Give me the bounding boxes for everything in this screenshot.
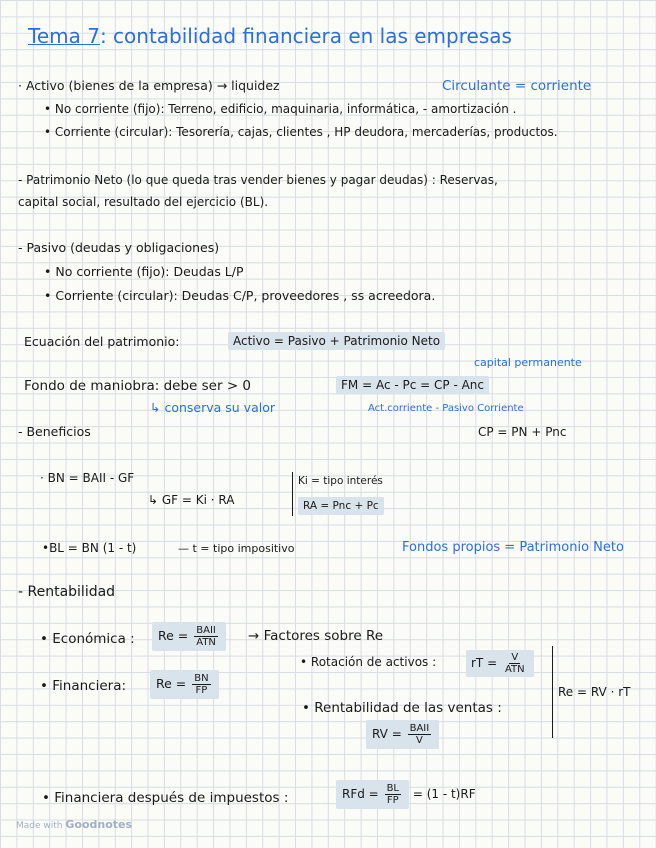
capital-permanente-note: capital permanente bbox=[474, 356, 582, 369]
patrimonio-line-2: capital social, resultado del ejercicio (BL). bbox=[18, 195, 269, 209]
goodnotes-watermark: Made with Goodnotes bbox=[16, 818, 133, 831]
fondos-propios-note: Fondos propios = Patrimonio Neto bbox=[402, 540, 624, 555]
activo-corriente: • Corriente (circular): Tesorería, cajas, clientes , HP deudora, mercaderías, productos. bbox=[44, 125, 558, 139]
conserva-valor-note: ↳ conserva su valor bbox=[150, 400, 275, 415]
bn-formula: · BN = BAII - GF bbox=[40, 471, 135, 485]
rotacion-formula: rT = $\frac{V}{\text{ATN}}$ bbox=[466, 650, 534, 677]
fondo-label: Fondo de maniobra: debe ser > 0 bbox=[24, 378, 252, 394]
ratios-brace bbox=[552, 646, 553, 738]
gf-formula: ↳ GF = Ki · RA bbox=[148, 493, 235, 507]
page-title: Tema 7: contabilidad financiera en las empresas bbox=[28, 24, 512, 48]
pasivo-corriente: • Corriente (circular): Deudas C/P, proveedores , ss acreedora. bbox=[44, 288, 436, 303]
tipo-impositivo-note: — t = tipo impositivo bbox=[178, 542, 295, 555]
rotacion-label: • Rotación de activos : bbox=[300, 655, 437, 669]
activo-no-corriente: • No corriente (fijo): Terreno, edificio, maquinaria, informática, - amortización . bbox=[44, 102, 517, 116]
rv-formula: RV = $\frac{\text{BAII}}{V}$ bbox=[366, 720, 439, 749]
financiera-formula: Re = $\frac{BN}{FP}$ bbox=[150, 670, 219, 699]
financiera-label: • Financiera: bbox=[40, 678, 127, 694]
economica-label: • Económica : bbox=[40, 631, 135, 647]
ki-ra-brace bbox=[292, 472, 293, 516]
activo-heading: · Activo (bienes de la empresa) → liquidez bbox=[18, 78, 280, 93]
activo-pasivo-corriente-note: Act.corriente - Pasivo Corriente bbox=[368, 403, 524, 414]
financiera-impuestos-label: • Financiera después de impuestos : bbox=[42, 790, 289, 806]
pasivo-no-corriente: • No corriente (fijo): Deudas L/P bbox=[44, 264, 244, 279]
ki-note: Ki = tipo interés bbox=[298, 475, 383, 487]
economica-formula: Re = $\frac{\text{BAII}}{\text{ATN}}$ bbox=[152, 622, 226, 651]
ra-note: RA = Pnc + Pc bbox=[298, 497, 384, 515]
rentabilidad-heading: - Rentabilidad bbox=[18, 584, 116, 600]
bl-formula: •BL = BN (1 - t) bbox=[42, 541, 137, 555]
pasivo-heading: - Pasivo (deudas y obligaciones) bbox=[18, 240, 220, 255]
patrimonio-line-1: - Patrimonio Neto (lo que queda tras vender bienes y pagar deudas) : Reservas, bbox=[18, 173, 498, 187]
fondo-formula: FM = Ac - Pc = CP - Anc bbox=[336, 376, 489, 394]
circulante-note: Circulante = corriente bbox=[442, 78, 592, 94]
cp-formula: CP = PN + Pnc bbox=[478, 425, 567, 439]
re-result: Re = RV · rT bbox=[558, 685, 631, 699]
ecuacion-formula: Activo = Pasivo + Patrimonio Neto bbox=[228, 332, 445, 350]
ecuacion-label: Ecuación del patrimonio: bbox=[24, 334, 180, 349]
beneficios-heading: - Beneficios bbox=[18, 424, 91, 439]
rfd-formula: RFd = $\frac{BL}{FP}$ = (1 - t)RF bbox=[336, 780, 476, 809]
factores-note: → Factores sobre Re bbox=[248, 628, 384, 644]
rentabilidad-ventas-label: • Rentabilidad de las ventas : bbox=[302, 700, 502, 716]
